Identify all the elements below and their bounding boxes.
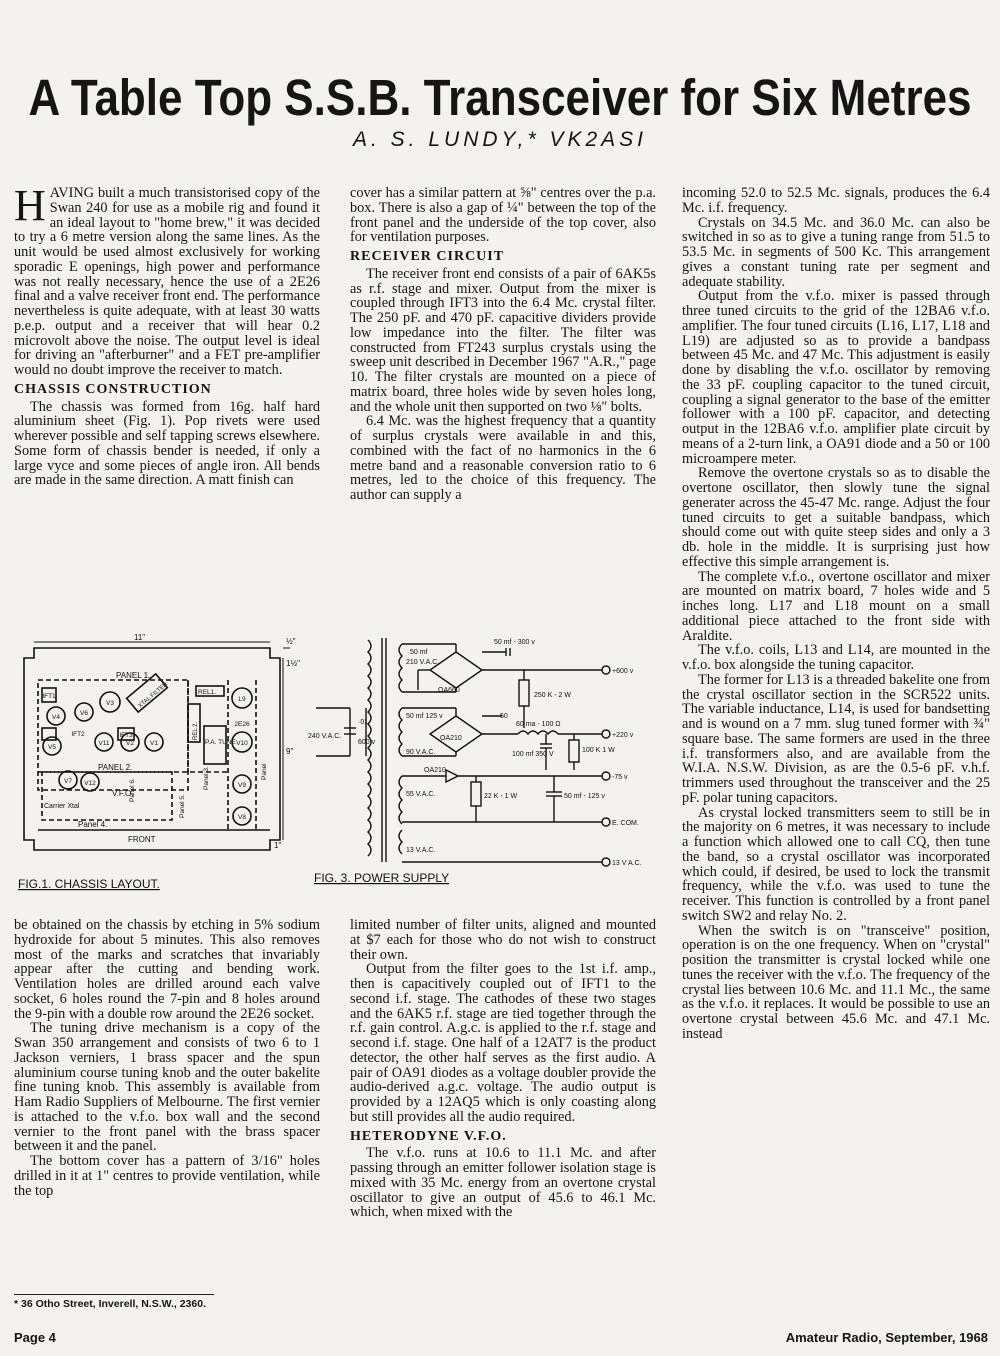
paragraph: The v.f.o. runs at 10.6 to 11.1 Mc. and after passing through an emitter follower isolation stage is mixed with 35 Mc. energy from an overtone crystal oscillator to give an output of 45.6 to 46.1 Mc. which, when mixed with the <box>350 1145 656 1221</box>
paragraph: As crystal locked transmitters seem to still be in the majority on 6 metres, it was necessary to include a function which allowed one to call CQ, then tune the band, so a crystal oscillator was incorporated which could, if desired, be used to lock the transmit frequency, while the v.f.o. was used to tune the receiver. This function is controlled by a front panel switch SW2 and relay No. 2. <box>682 804 990 924</box>
fig1-label-ift3: IFT3 <box>119 732 133 739</box>
paragraph: cover has a similar pattern at ⅝" centres over the p.a. box. There is also a gap of ¼" between the top of the front panel and the underside of the top cover, also for ventilation purposes. <box>350 185 656 246</box>
fig3-oa660: OA660 <box>438 687 460 694</box>
article-author: A. S. LUNDY,* VK2ASI <box>353 128 647 151</box>
fig3-90vac: 90 V.A.C. <box>406 749 436 756</box>
fig3-out-600: +600 v <box>612 668 634 675</box>
column-1-top <box>14 181 320 489</box>
fig3-ecom: E. COM. <box>612 820 639 827</box>
fig1-rel2: REL 2. <box>193 721 199 740</box>
fig1-label-v12: V12 <box>84 780 96 787</box>
fig1-xtal-filter: XTAL FILTER <box>137 681 170 710</box>
fig1-label-v10: V10 <box>236 740 248 747</box>
fig1-label-v8: V8 <box>238 814 246 821</box>
fig3-oa210a: OA210 <box>440 735 462 742</box>
column-3 <box>682 186 990 1042</box>
paragraph: incoming 52.0 to 52.5 Mc. signals, produces the 6.4 Mc. i.f. frequency. <box>682 185 990 216</box>
column-2-top <box>350 186 656 503</box>
fig1-carrier-xtal: Carrier Xtal <box>44 803 80 810</box>
paragraph: The receiver front end consists of a pair of 6AK5s as r.f. stage and mixer. Output from the mixer is coupled through IFT3 into the 6.4 Mc. crystal filter. The 250 pF. and 470 pF. capacitive dividers provide low impedance into the filter. The filter was constructed from FT243 surplus crystals using the sweep unit described in December 1967 "A.R.," page 10. The filter crystals are mounted on a piece of matrix board, three holes wide by seven holes long, and the whole unit then supported on two ⅛" bolts. <box>350 265 656 415</box>
column-1-bottom <box>14 918 320 1198</box>
fig3-c01: ·01 <box>358 719 369 726</box>
fig3-out-13: 13 V A.C. <box>612 860 642 867</box>
paragraph: The complete v.f.o., overtone oscillator and mixer are mounted on matrix board, 7 holes wide and 5 inches long. L17 and L18 mount on a small additional piece attached to the front side with Araldite. <box>682 568 990 644</box>
drop-cap: H <box>14 181 46 230</box>
paragraph: limited number of filter units, aligned and mounted at $7 each for those who do not wish to construct their own. <box>350 917 656 963</box>
fig1-pa-tune: P.A. TUNE <box>205 739 236 746</box>
column-2-bottom <box>350 918 656 1220</box>
paragraph: Output from the filter goes to the 1st i.f. amp., then is capacitively coupled out of IFT1 to the second i.f. stage. The cathodes of these two stages and the 6AK5 r.f. stage are tied together through the r.f. gain control. A.g.c. is applied to the r.f. stage and second i.f. stage. One half of a 12AT7 is the product detector, the other half serves as the first audio. A pair of OA91 diodes as a voltage doubler provide the audio-derived a.g.c. voltage. The audio output is provided by a 12AQ5 which is only coasting along but still provides all the audio required. <box>350 961 656 1125</box>
fig3-50mf-125: 50 mf 125 v <box>406 713 443 720</box>
fig1-label-v2: V2 <box>126 740 134 747</box>
fig3-r250k: 250 K - 2 W <box>534 692 571 699</box>
paragraph: Crystals on 34.5 Mc. and 36.0 Mc. can also be switched in so as to give a tuning range from 51.5 to 53.5 Mc. in segments of 500 Kc. This arrangement gives a constant tuning rate per segment and adequate stability. <box>682 214 990 290</box>
fig3-210vac: 210 V.A.C. <box>406 659 440 666</box>
fig3-13vac: 13 V.A.C. <box>406 847 436 854</box>
heading-heterodyne-vfo: HETERODYNE V.F.O. <box>350 1128 507 1144</box>
intro-paragraph: HAVING built a much transistorised copy of the Swan 240 for use as a mobile rig and found it an ideal layout to "home brew," it was decided to try a 6 metre version along the same lines. As the unit would be used almost exclusively for working sporadic E openings, high power and performance was not really necessary, hence the use of a 2E26 final and a valve receiver front end. The performance nevertheless is quite adequate, with at least 30 watts p.e.p. output and a receiver that will hear 0.2 microvolt above the noise. The output level is ideal for driving an "afterburner" and a FET pre-amplifier would no doubt improve the receiver to match. <box>14 181 320 378</box>
fig3-50mf-125b: 50 mf - 125 v <box>564 793 605 800</box>
figure-3-power-supply <box>306 630 666 890</box>
fig1-panel2: PANEL 2. <box>98 763 133 772</box>
paragraph: 6.4 Mc. was the highest frequency that a quantity of surplus crystals were available in and this, combined with the fact of no harmonics in the 6 metre band and a reasonable conversion ratio to 6 metres, led to the choice of this frequency. The author can supply a <box>350 413 656 503</box>
fig1-width-dim: 11" <box>134 633 146 642</box>
heading-chassis-construction: CHASSIS CONSTRUCTION <box>14 381 212 397</box>
paragraph: The former for L13 is a threaded bakelite one from the crystal oscillator section in the SCR522 units. The variable inductance, L14, is used for bandsetting and is wound on a 7 mm. slug tuned former with ¾" square base. The same formers are used in the three i.f. transformers also, and are available from the W.I.A. N.S.W. Division, as are the 0.5-6 pF. v.h.f. trimmers used throughout the transceiver and the 25 pF. polar tuning capacitors. <box>682 671 990 806</box>
fig1-label-v4: V4 <box>52 714 60 721</box>
fig1-label-v1: V1 <box>150 740 158 747</box>
figure-1-chassis-layout <box>8 630 308 892</box>
footnote: * 36 Otho Street, Inverell, N.S.W., 2360. <box>14 1298 206 1310</box>
fig1-panel5: Panel 5. <box>179 794 186 818</box>
fig1-vfo: V.F.O. <box>112 789 134 798</box>
footnote-rule <box>14 1294 214 1295</box>
fig1-label-v5: V5 <box>48 744 56 751</box>
fig3-c50: 50 <box>500 713 508 720</box>
paragraph: The tuning drive mechanism is a copy of the Swan 350 arrangement and consists of two 6 to 1 Jackson verniers, 1 brass spacer and the spun aluminium course tuning knob and the outer bakelite fine tuning knob. This assembly is available from Ham Radio Suppliers of Melbourne. The first vernier is attached to the v.f.o. box wall and the second vernier to the front panel with the brass spacer between it and the panel. <box>14 1020 320 1155</box>
fig1-label-v6: V6 <box>80 710 88 717</box>
fig3-55vac: 55 V.A.C. <box>406 791 436 798</box>
fig1-caption: FIG.1. CHASSIS LAYOUT. <box>18 877 160 891</box>
heading-receiver-circuit: RECEIVER CIRCUIT <box>350 249 505 264</box>
fig3-out-220: +220 v <box>612 732 634 739</box>
fig1-panel3: Panel 3. <box>203 766 210 790</box>
fig1-panel6: Panel 6. <box>129 778 136 802</box>
fig1-label-v3: V3 <box>106 700 114 707</box>
fig1-label-v11: V11 <box>98 740 110 747</box>
fig1-front: FRONT <box>128 835 156 844</box>
fig3-in-240: 240 V.A.C. <box>308 733 342 740</box>
fig1-rel1: REL1. <box>198 689 217 696</box>
fig1-panel1: PANEL 1. <box>116 671 151 680</box>
fig3-r22k: 22 K - 1 W <box>484 793 518 800</box>
fig3-600v-cap: 600 v <box>358 739 376 746</box>
fig1-onehalf-dim: 1½" <box>286 659 300 668</box>
fig1-label-ift1: IFT1 <box>42 693 56 700</box>
fig1-one-dim: 1" <box>274 841 282 850</box>
paragraph: be obtained on the chassis by etching in 5% sodium hydroxide for about 5 minutes. This also removes most of the marks and scratches that invariably appear after the cutting and bending work. Ventilation holes are drilled around each valve socket, 6 holes round the 7-pin and 8 holes around the 9-pin with a double row around the 2E26 socket. <box>14 917 320 1022</box>
fig1-label-l9: L9 <box>238 696 246 703</box>
publication-footer: Amateur Radio, September, 1968 <box>785 1330 988 1345</box>
fig1-label-v7: V7 <box>64 778 72 785</box>
fig1-label-2e26: 2E26 <box>234 721 250 728</box>
fig1-panel4: Panel 4. <box>78 820 108 829</box>
fig3-c100mf: 100 mf 350 V <box>512 751 554 758</box>
fig3-oa210b: OA210 <box>424 767 446 774</box>
article-title: A Table Top S.S.B. Transceiver for Six Metres <box>28 70 972 127</box>
fig3-r100k: 100 K 1 W <box>582 747 615 754</box>
paragraph: Output from the v.f.o. mixer is passed through three tuned circuits to the grid of the 12BA6 v.f.o. amplifier. The four tuned circuits (L16, L17, L18 and L19) are adjusted so as to provide a bandpass between 45 Mc. and 47 Mc. This adjustment is easily done by disabling the v.f.o. oscillator by removing the 33 pF. coupling capacitor to the tuned circuit, coupling a signal generator to the base of the emitter follower with a 100 pF. capacitor, and detecting output in the 12BA6 v.f.o. amplifier plate circuit by means of a 2-turn link, a OA91 diode and a 50 or 100 microampere meter. <box>682 288 990 467</box>
fig3-choke: 60 ma - 100 Ω <box>516 721 561 728</box>
fig3-caption: FIG. 3. POWER SUPPLY <box>314 871 450 885</box>
fig3-50mf-300: 50 mf - 300 v <box>494 639 535 646</box>
fig1-label-ift2: IFT2 <box>71 731 85 738</box>
paragraph: Remove the overtone crystals so as to disable the overtone oscillator, then slowly tune the signal generater across the 45-47 Mc. range. Adjust the four tuned circuits to get a suitable bandpass, which should come out with quite steep sides and only a 3 db. hole in the middle. It is surprising just how effective this simple arrangement is. <box>682 465 990 570</box>
paragraph: The bottom cover has a pattern of 3/16" holes drilled in it at 1" centres to provide ventilation, while the top <box>14 1153 320 1199</box>
fig3-50mf-a: 50 mf <box>410 649 428 656</box>
page-number: Page 4 <box>14 1330 56 1345</box>
paragraph: The chassis was formed from 16g. half hard aluminium sheet (Fig. 1). Pop rivets were used wherever possible and self tapping screws elsewhere. Some form of chassis bender is needed, if only a large vyce and some pieces of angle iron. All bends are made in the same direction. A matt finish can <box>14 398 320 489</box>
fig1-label-v9: V9 <box>238 782 246 789</box>
fig1-height-dim: 9" <box>286 747 294 756</box>
fig3-out-m75: -75 v <box>612 774 628 781</box>
fig1-panel-side: Panel <box>261 763 268 780</box>
paragraph: When the switch is on "transceive" position, operation is on the one frequency. When on "crystal" position the transmitter is crystal locked while one tunes the receiver with the v.f.o. The frequency of the crystal lies between 10.6 Mc. and 11.1 Mc., the same as the v.f.o. it replaces. It would be possible to use an overtone crystal between 45.6 Mc. and 47.1 Mc. instead <box>682 922 990 1042</box>
paragraph: The v.f.o. coils, L13 and L14, are mounted in the v.f.o. box alongside the tuning capacitor. <box>682 642 990 673</box>
fig1-half-dim: ½" <box>286 637 296 646</box>
